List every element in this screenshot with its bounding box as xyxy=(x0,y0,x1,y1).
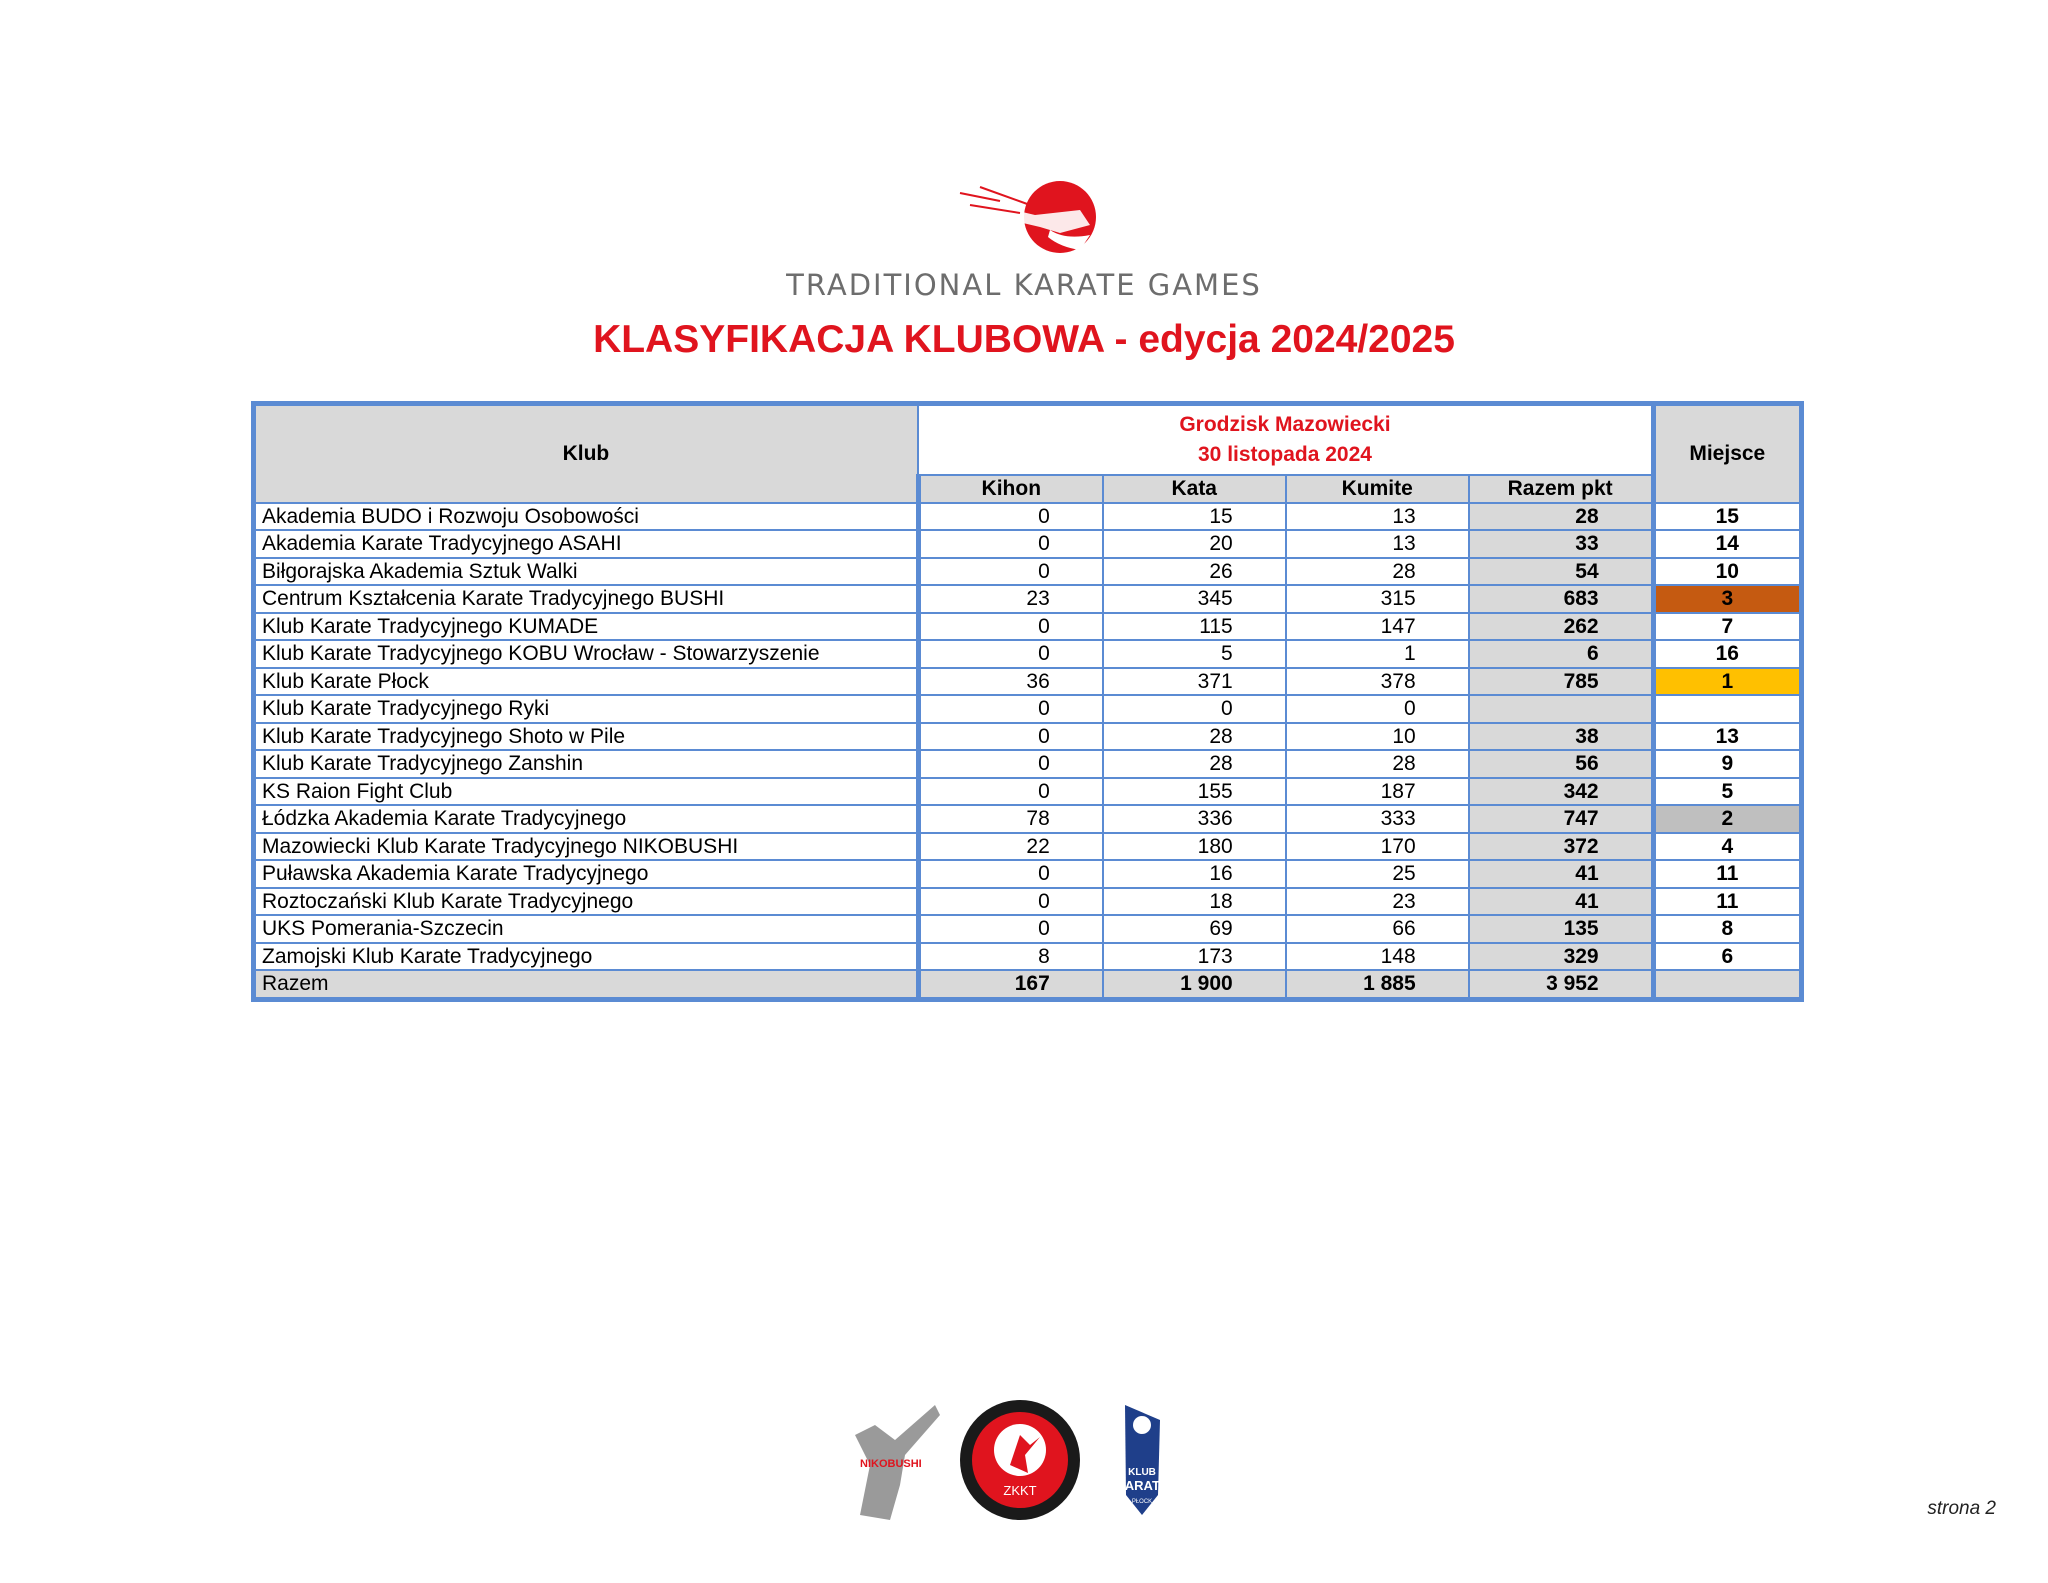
col-header-kihon: Kihon xyxy=(918,475,1102,503)
table-row xyxy=(254,778,1802,806)
kumite-value: 333 xyxy=(1286,805,1469,833)
kihon-value: 0 xyxy=(918,860,1102,888)
place-value: 4 xyxy=(1653,833,1801,861)
kihon-value: 0 xyxy=(918,530,1102,558)
col-header-kumite: Kumite xyxy=(1286,475,1469,503)
kumite-value: 28 xyxy=(1286,750,1469,778)
table-row xyxy=(254,888,1802,916)
traditional-karate-games-logo xyxy=(940,175,1140,275)
page-title: KLASYFIKACJA KLUBOWA - edycja 2024/2025 xyxy=(593,318,1455,361)
total-value: 54 xyxy=(1469,558,1653,586)
kata-value: 180 xyxy=(1103,833,1286,861)
svg-text:KARATE: KARATE xyxy=(1115,1478,1169,1493)
club-name: Roztoczański Klub Karate Tradycyjnego xyxy=(254,888,919,916)
svg-text:KLUB: KLUB xyxy=(1128,1467,1156,1478)
kihon-value: 78 xyxy=(918,805,1102,833)
kihon-value: 0 xyxy=(918,778,1102,806)
place-value: 3 xyxy=(1653,585,1801,613)
place-value: 11 xyxy=(1653,860,1801,888)
place-value: 8 xyxy=(1653,915,1801,943)
brand-name: TRADITIONAL KARATE GAMES xyxy=(786,268,1262,302)
club-name: Akademia BUDO i Rozwoju Osobowości xyxy=(254,503,919,531)
kumite-value: 0 xyxy=(1286,695,1469,723)
kumite-value: 315 xyxy=(1286,585,1469,613)
kihon-value: 23 xyxy=(918,585,1102,613)
event-header xyxy=(918,404,1653,476)
kumite-value: 10 xyxy=(1286,723,1469,751)
club-name: Mazowiecki Klub Karate Tradycyjnego NIKOBUSHI xyxy=(254,833,919,861)
total-value: 372 xyxy=(1469,833,1653,861)
kumite-value: 66 xyxy=(1286,915,1469,943)
place-value: 1 xyxy=(1653,668,1801,696)
table-row xyxy=(254,668,1802,696)
total-value: 683 xyxy=(1469,585,1653,613)
svg-text:PŁOCK: PŁOCK xyxy=(1131,1499,1153,1505)
total-value: 6 xyxy=(1469,640,1653,668)
grand-total: 3 952 xyxy=(1469,970,1653,999)
place-value: 9 xyxy=(1653,750,1801,778)
klub-karate-plock-logo xyxy=(1115,1405,1169,1515)
col-header-kata: Kata xyxy=(1103,475,1286,503)
club-name: Klub Karate Płock xyxy=(254,668,919,696)
place-value: 16 xyxy=(1653,640,1801,668)
total-value xyxy=(1469,695,1653,723)
club-name: Puławska Akademia Karate Tradycyjnego xyxy=(254,860,919,888)
kumite-value: 378 xyxy=(1286,668,1469,696)
kata-value: 28 xyxy=(1103,750,1286,778)
club-name: Biłgorajska Akademia Sztuk Walki xyxy=(254,558,919,586)
kumite-value: 187 xyxy=(1286,778,1469,806)
kata-value: 20 xyxy=(1103,530,1286,558)
club-name: Zamojski Klub Karate Tradycyjnego xyxy=(254,943,919,971)
place-value: 6 xyxy=(1653,943,1801,971)
table-row xyxy=(254,558,1802,586)
kata-value: 28 xyxy=(1103,723,1286,751)
table-row xyxy=(254,530,1802,558)
club-name: Klub Karate Tradycyjnego KUMADE xyxy=(254,613,919,641)
club-name: Klub Karate Tradycyjnego Zanshin xyxy=(254,750,919,778)
total-value: 41 xyxy=(1469,860,1653,888)
table-row xyxy=(254,695,1802,723)
table-row xyxy=(254,915,1802,943)
kata-value: 15 xyxy=(1103,503,1286,531)
place-value xyxy=(1653,695,1801,723)
table-row xyxy=(254,943,1802,971)
table-row xyxy=(254,833,1802,861)
club-name: Klub Karate Tradycyjnego Shoto w Pile xyxy=(254,723,919,751)
kumite-value: 13 xyxy=(1286,503,1469,531)
table-row xyxy=(254,613,1802,641)
kata-value: 69 xyxy=(1103,915,1286,943)
col-header-total: Razem pkt xyxy=(1469,475,1653,503)
kumite-value: 13 xyxy=(1286,530,1469,558)
total-label: Razem xyxy=(254,970,919,999)
kumite-value: 1 xyxy=(1286,640,1469,668)
zkkt-logo xyxy=(960,1400,1080,1520)
kihon-value: 0 xyxy=(918,888,1102,916)
place-value: 2 xyxy=(1653,805,1801,833)
kata-value: 345 xyxy=(1103,585,1286,613)
club-name: Łódzka Akademia Karate Tradycyjnego xyxy=(254,805,919,833)
place-header: Miejsce xyxy=(1653,404,1801,503)
total-value: 135 xyxy=(1469,915,1653,943)
kata-value: 336 xyxy=(1103,805,1286,833)
kata-value: 155 xyxy=(1103,778,1286,806)
kumite-value: 23 xyxy=(1286,888,1469,916)
kihon-value: 0 xyxy=(918,723,1102,751)
total-value: 329 xyxy=(1469,943,1653,971)
place-value: 15 xyxy=(1653,503,1801,531)
table-row xyxy=(254,640,1802,668)
kihon-value: 0 xyxy=(918,750,1102,778)
club-ranking-table xyxy=(251,401,1804,1002)
total-value: 41 xyxy=(1469,888,1653,916)
club-name: Centrum Kształcenia Karate Tradycyjnego BUSHI xyxy=(254,585,919,613)
total-kumite: 1 885 xyxy=(1286,970,1469,999)
kata-value: 0 xyxy=(1103,695,1286,723)
total-place xyxy=(1653,970,1801,999)
club-name: Akademia Karate Tradycyjnego ASAHI xyxy=(254,530,919,558)
place-value: 7 xyxy=(1653,613,1801,641)
page-number: strona 2 xyxy=(1927,1498,1996,1519)
kumite-value: 25 xyxy=(1286,860,1469,888)
total-row xyxy=(254,970,1802,999)
kumite-value: 147 xyxy=(1286,613,1469,641)
kihon-value: 36 xyxy=(918,668,1102,696)
place-value: 13 xyxy=(1653,723,1801,751)
table-row xyxy=(254,723,1802,751)
table-row xyxy=(254,805,1802,833)
kumite-value: 170 xyxy=(1286,833,1469,861)
total-value: 33 xyxy=(1469,530,1653,558)
kihon-value: 0 xyxy=(918,558,1102,586)
club-name: KS Raion Fight Club xyxy=(254,778,919,806)
kihon-value: 0 xyxy=(918,503,1102,531)
kata-value: 173 xyxy=(1103,943,1286,971)
event-city: Grodzisk Mazowiecki xyxy=(1179,413,1391,436)
table-row xyxy=(254,503,1802,531)
kumite-value: 148 xyxy=(1286,943,1469,971)
place-value: 14 xyxy=(1653,530,1801,558)
kata-value: 16 xyxy=(1103,860,1286,888)
total-kata: 1 900 xyxy=(1103,970,1286,999)
total-value: 262 xyxy=(1469,613,1653,641)
kata-value: 26 xyxy=(1103,558,1286,586)
kata-value: 18 xyxy=(1103,888,1286,916)
kihon-value: 0 xyxy=(918,640,1102,668)
table-row xyxy=(254,860,1802,888)
kata-value: 115 xyxy=(1103,613,1286,641)
kihon-value: 0 xyxy=(918,915,1102,943)
kata-value: 371 xyxy=(1103,668,1286,696)
table-row xyxy=(254,585,1802,613)
nikobushi-logo xyxy=(855,1405,940,1520)
club-name: Klub Karate Tradycyjnego Ryki xyxy=(254,695,919,723)
place-value: 10 xyxy=(1653,558,1801,586)
place-value: 11 xyxy=(1653,888,1801,916)
kihon-value: 0 xyxy=(918,613,1102,641)
club-name: UKS Pomerania-Szczecin xyxy=(254,915,919,943)
total-kihon: 167 xyxy=(918,970,1102,999)
club-name: Klub Karate Tradycyjnego KOBU Wrocław - Stowarzyszenie xyxy=(254,640,919,668)
total-value: 342 xyxy=(1469,778,1653,806)
total-value: 747 xyxy=(1469,805,1653,833)
kumite-value: 28 xyxy=(1286,558,1469,586)
svg-text:ZKKT: ZKKT xyxy=(1003,1483,1037,1498)
total-value: 785 xyxy=(1469,668,1653,696)
kihon-value: 0 xyxy=(918,695,1102,723)
total-value: 56 xyxy=(1469,750,1653,778)
footer-logos xyxy=(840,1395,1220,1525)
place-value: 5 xyxy=(1653,778,1801,806)
total-value: 28 xyxy=(1469,503,1653,531)
event-date: 30 listopada 2024 xyxy=(1198,443,1372,466)
kihon-value: 22 xyxy=(918,833,1102,861)
kata-value: 5 xyxy=(1103,640,1286,668)
total-value: 38 xyxy=(1469,723,1653,751)
svg-text:NIKOBUSHI: NIKOBUSHI xyxy=(860,1458,922,1470)
kihon-value: 8 xyxy=(918,943,1102,971)
table-row xyxy=(254,750,1802,778)
club-header: Klub xyxy=(254,404,919,503)
